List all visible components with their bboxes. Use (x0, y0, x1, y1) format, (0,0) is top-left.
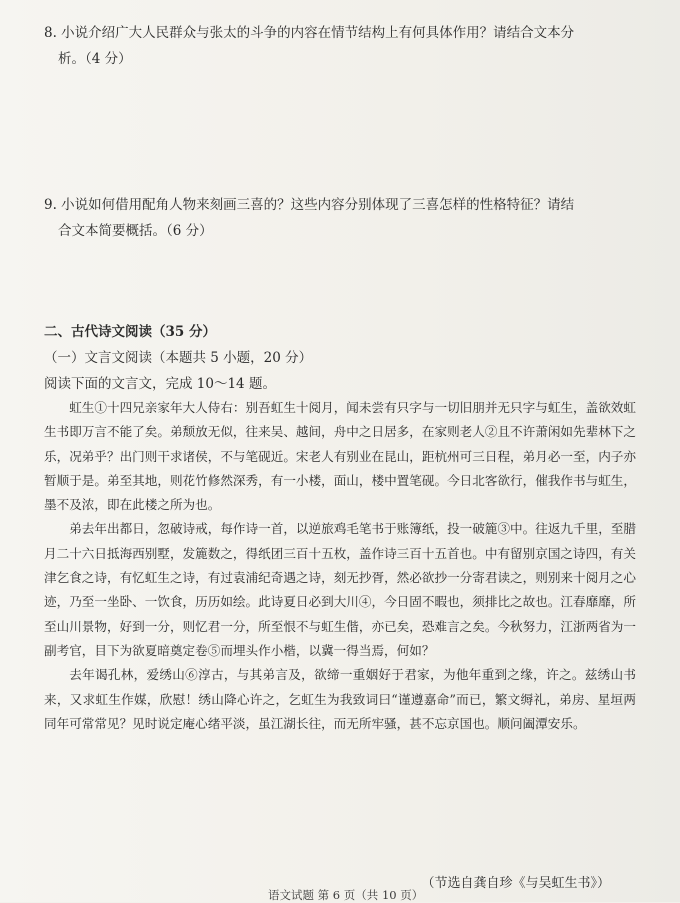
classical-passage (44, 396, 636, 736)
question-9-line2: 合文本简要概括。（6 分） (58, 223, 213, 239)
question-9 (44, 192, 654, 244)
passage-paragraph-3: 去年谒孔林，爱绣山⑥淳古，与其弟言及，欲缔一重姻好于君家，为他年重到之缘，许之。兹绣山书来，又求虹生作媒，欣慰！绣山降心许之，乞虹生为我致词曰“谨遵嘉命”而已，繁文缛礼，弟房、星垣两同年可常常见？见时说定庵心绪平淡，虽江湖长往，而无所牢骚，甚不忘京国也。顺问阖潭安乐。 (44, 667, 636, 731)
section-title: 二、古代诗文阅读（35 分） (44, 324, 216, 340)
question-9-line1: 9. 小说如何借用配角人物来刻画三喜的？这些内容分别体现了三喜怎样的性格特征？请结 (44, 197, 575, 213)
section-subtitle: （一）文言文阅读（本题共 5 小题，20 分） (44, 350, 313, 366)
question-8-line1: 8. 小说介绍广大人民群众与张太的斗争的内容在情节结构上有何具体作用？请结合文本分 (44, 25, 575, 41)
question-8 (44, 20, 654, 72)
passage-source: （节选自龚自珍《与吴虹生书》） (421, 876, 610, 891)
passage-paragraph-1: 虹生①十四兄亲家年大人侍右：别吾虹生十阅月，闻未尝有只字与一切旧朋并无只字与虹生，盖欲效虹生书即万言不能了矣。弟颓放无似，往来吴、越间，舟中之日居多，在家则老人②且不许萧闲如先辈林下之乐，况弟乎？出门则干求诸侯，不与笔砚近。宋老人有别业在昆山，距杭州可三日程，弟月必一至，内子亦暂顺于是。弟至其地，则花竹修然深秀，有一小楼，面山，楼中置笔砚。今日北客欲行，催我作书与虹生，墨不及浓，即在此楼之所为也。 (44, 400, 636, 513)
question-8-line2: 析。（4 分） (58, 51, 132, 67)
passage-paragraph-2: 弟去年出都日，忽破诗戒，每作诗一首，以逆旅鸡毛笔书于账簿纸，投一破簏③中。往返九千里，至腊月二十六日抵海西别墅，发簏数之，得纸团三百十五枚，盖作诗三百十五首也。中有留别京国之诗四，有关津乞食之诗，有忆虹生之诗，有过袁浦纪奇遇之诗，刻无抄胥，然必欲抄一分寄君读之，则别来十阅月之心迹，乃至一坐卧、一饮食，历历如绘。此诗夏日必到大川④，今日固不暇也，须排比之故也。江春靡靡，所至山川景物，好到一分，则忆君一分，所至恨不与虹生偕，亦已矣，恐难言之矣。今秋努力，江浙两省为一副考官，目下为欲夏暗奠定卷⑤而埋头作小楷，以冀一得当焉，何如？ (44, 521, 636, 658)
section-instruction: 阅读下面的文言文，完成 10～14 题。 (44, 376, 276, 392)
page-footer: 语文试题 第 6 页（共 10 页） (268, 888, 424, 902)
